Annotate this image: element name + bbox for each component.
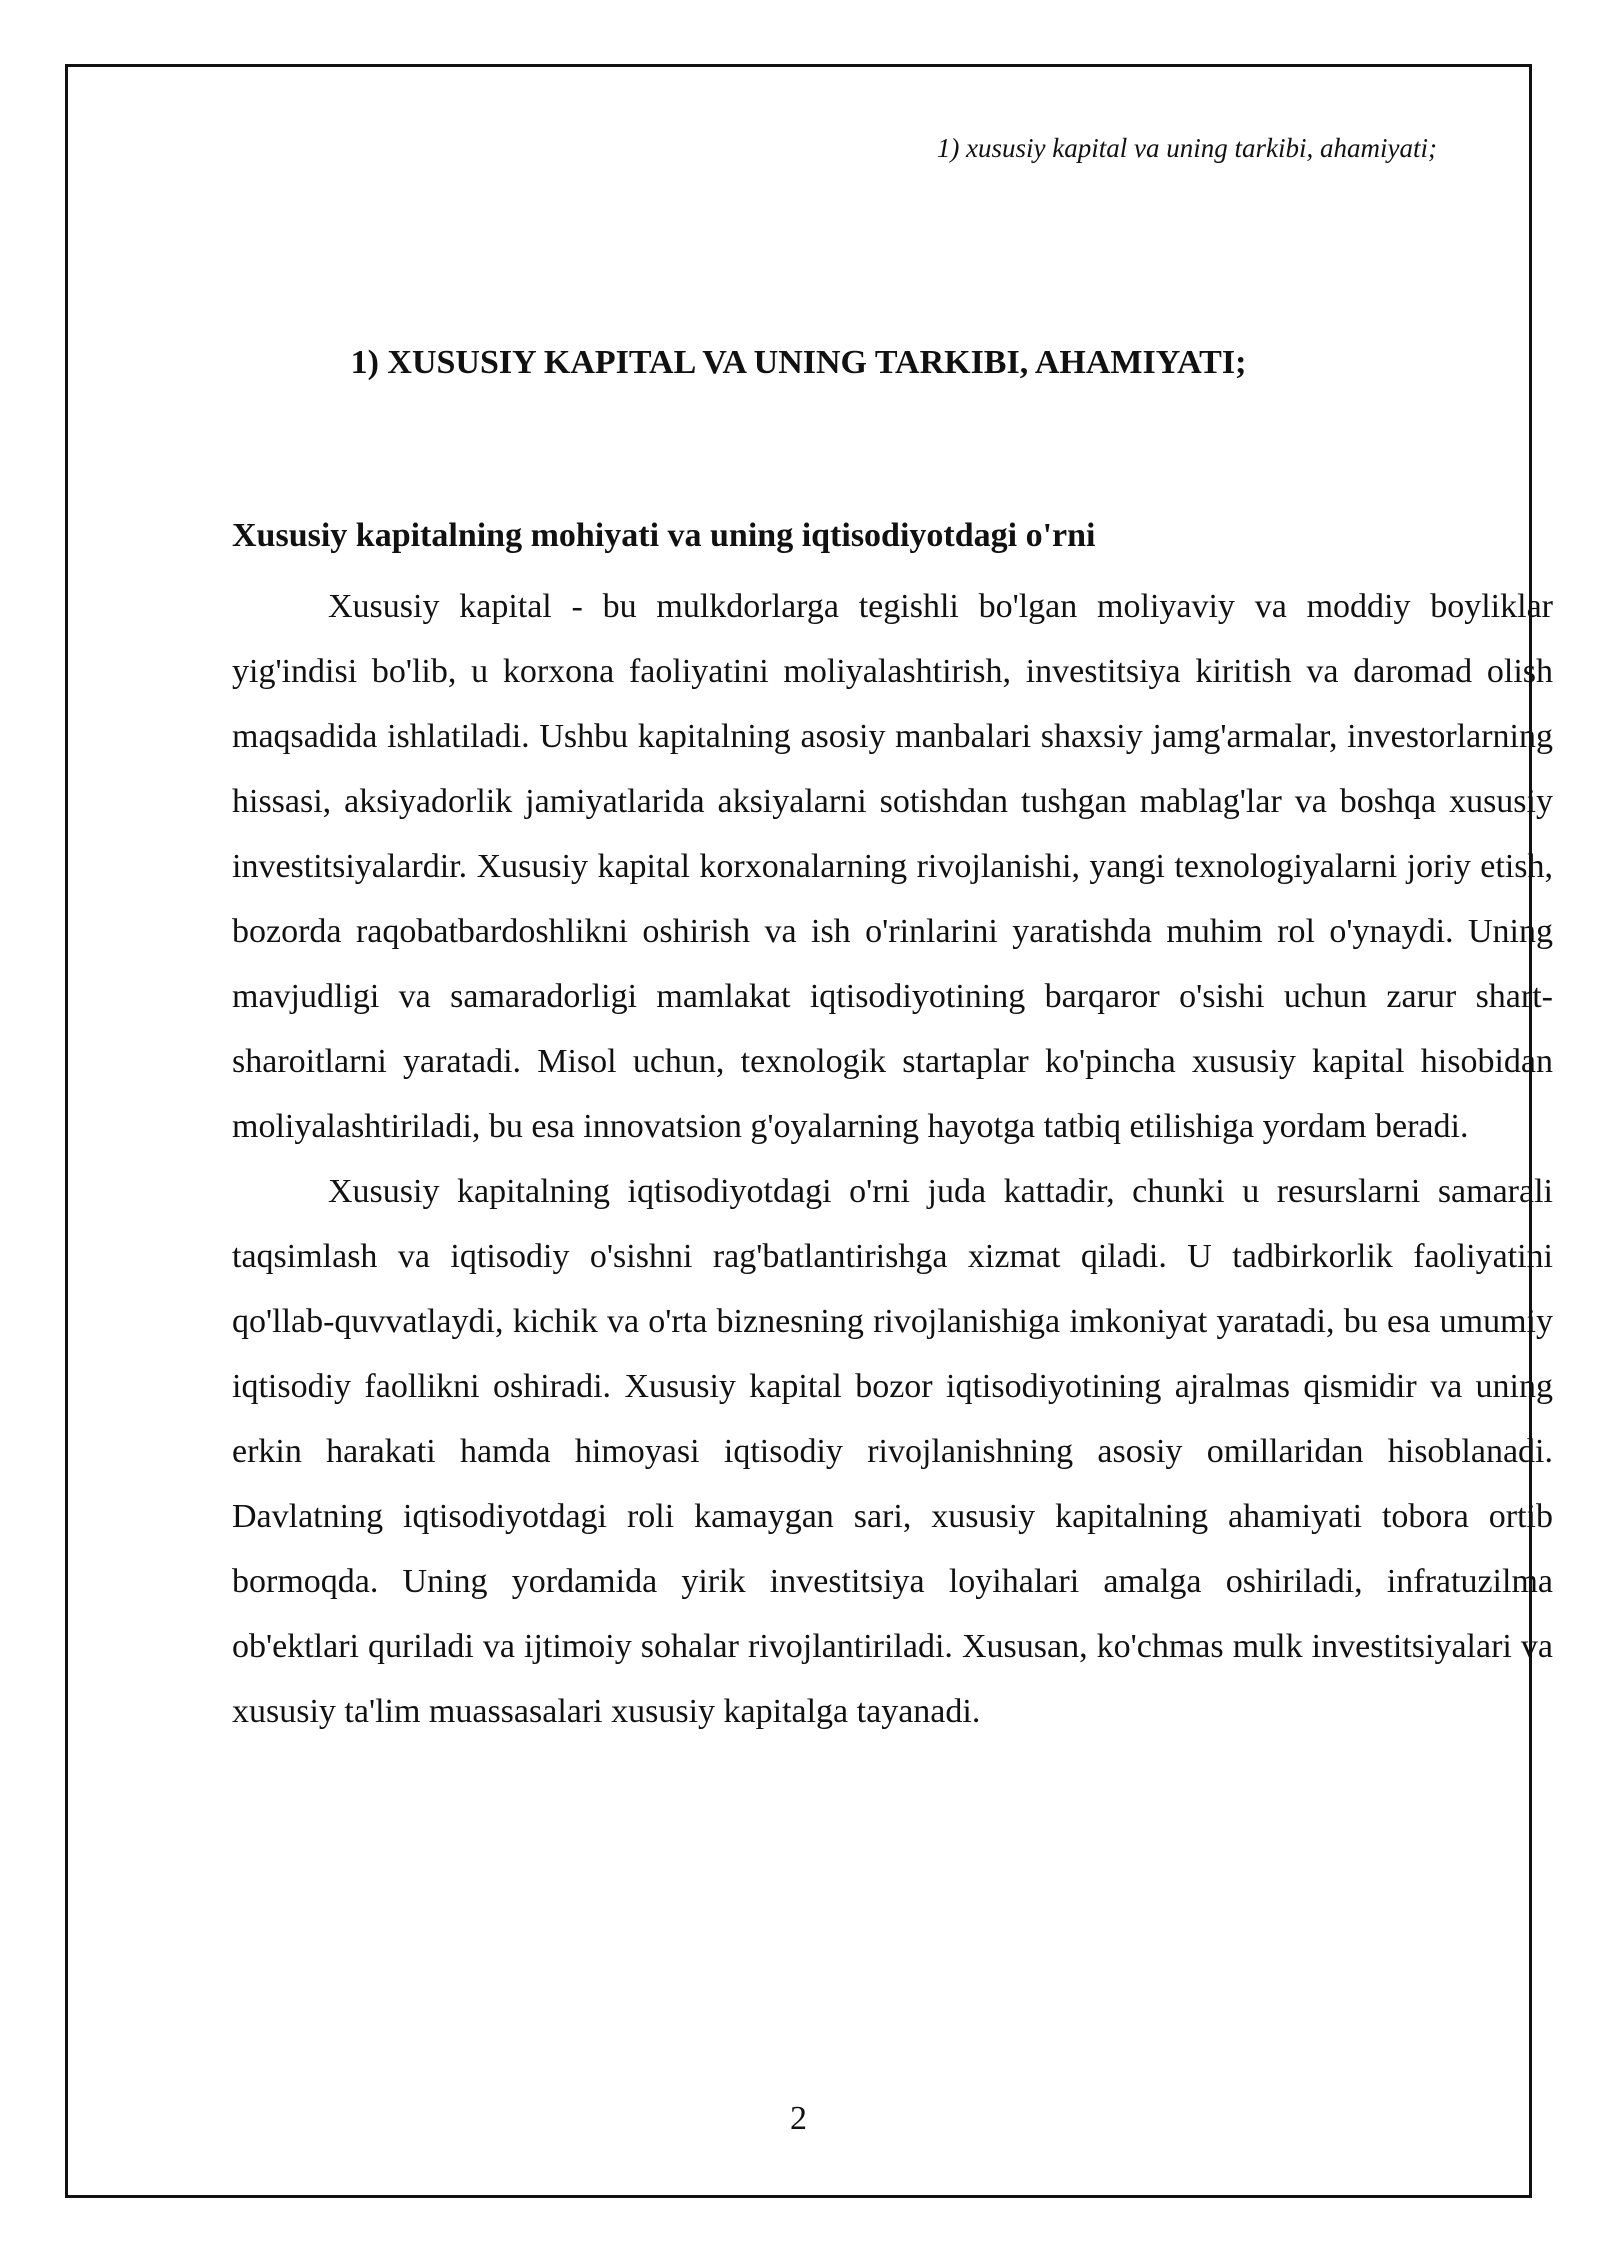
document-title: 1) XUSUSIY KAPITAL VA UNING TARKIBI, AHAMIYATI;: [350, 344, 1247, 381]
page-number: 2: [790, 2100, 807, 2137]
body-paragraph-2: Xususiy kapitalning iqtisodiyotdagi o'rni juda kattadir, chunki u resurslarni samarali taqsimlash va iqtisodiy o'sishni rag'batlantirishga xizmat qiladi. U tadbirkorlik faoliyatini qo'llab-quvvatlaydi, kichik va o'rta biznesning rivojlanishiga imkoniyat yaratadi, bu esa umumiy iqtisodiy faollikni oshiradi. Xususiy kapital bozor iqtisodiyotining ajralmas qismidir va uning erkin harakati hamda himoyasi iqtisodiy rivojlanishning asosiy omillaridan hisoblanadi. Davlatning iqtisodiyotdagi roli kamaygan sari, xususiy kapitalning ahamiyati tobora ortib bormoqda. Uning yordamida yirik investitsiya loyihalari amalga oshiriladi, infratuzilma ob'ektlari quriladi va ijtimoiy sohalar rivojlantiriladi. Xususan, ko'chmas mulk investitsiyalari va xususiy ta'lim muassasalari xususiy kapitalga tayanadi.: [232, 1173, 1553, 1731]
page-frame: [65, 64, 1553, 2198]
section-heading: Xususiy kapitalning mohiyati va uning iqtisodiyotdagi o'rni: [232, 517, 1096, 554]
running-header: 1) xususiy kapital va uning tarkibi, ahamiyati;: [936, 133, 1437, 163]
body-paragraph-1: Xususiy kapital - bu mulkdorlarga tegishli bo'lgan moliyaviy va moddiy boyliklar yig'indisi bo'lib, u korxona faoliyatini moliyalashtirish, investitsiya kiritish va daromad olish maqsadida ishlatiladi. Ushbu kapitalning asosiy manbalari shaxsiy jamg'armalar, investorlarning hissasi, aksiyadorlik jamiyatlarida aksiyalarni sotishdan tushgan mablag'lar va boshqa xususiy investitsiyalardir. Xususiy kapital korxonalarning rivojlanishi, yangi texnologiyalarni joriy etish, bozorda raqobatbardoshlikni oshirish va ish o'rinlarini yaratishda muhim rol o'ynaydi. Uning mavjudligi va samaradorligi mamlakat iqtisodiyotining barqaror o'sishi uchun zarur shart-sharoitlarni yaratadi. Misol uchun, texnologik startaplar ko'pincha xususiy kapital hisobidan moliyalashtiriladi, bu esa innovatsion g'oyalarning hayotga tatbiq etilishiga yordam beradi.: [232, 588, 1553, 1146]
document-body: [232, 514, 1553, 1744]
